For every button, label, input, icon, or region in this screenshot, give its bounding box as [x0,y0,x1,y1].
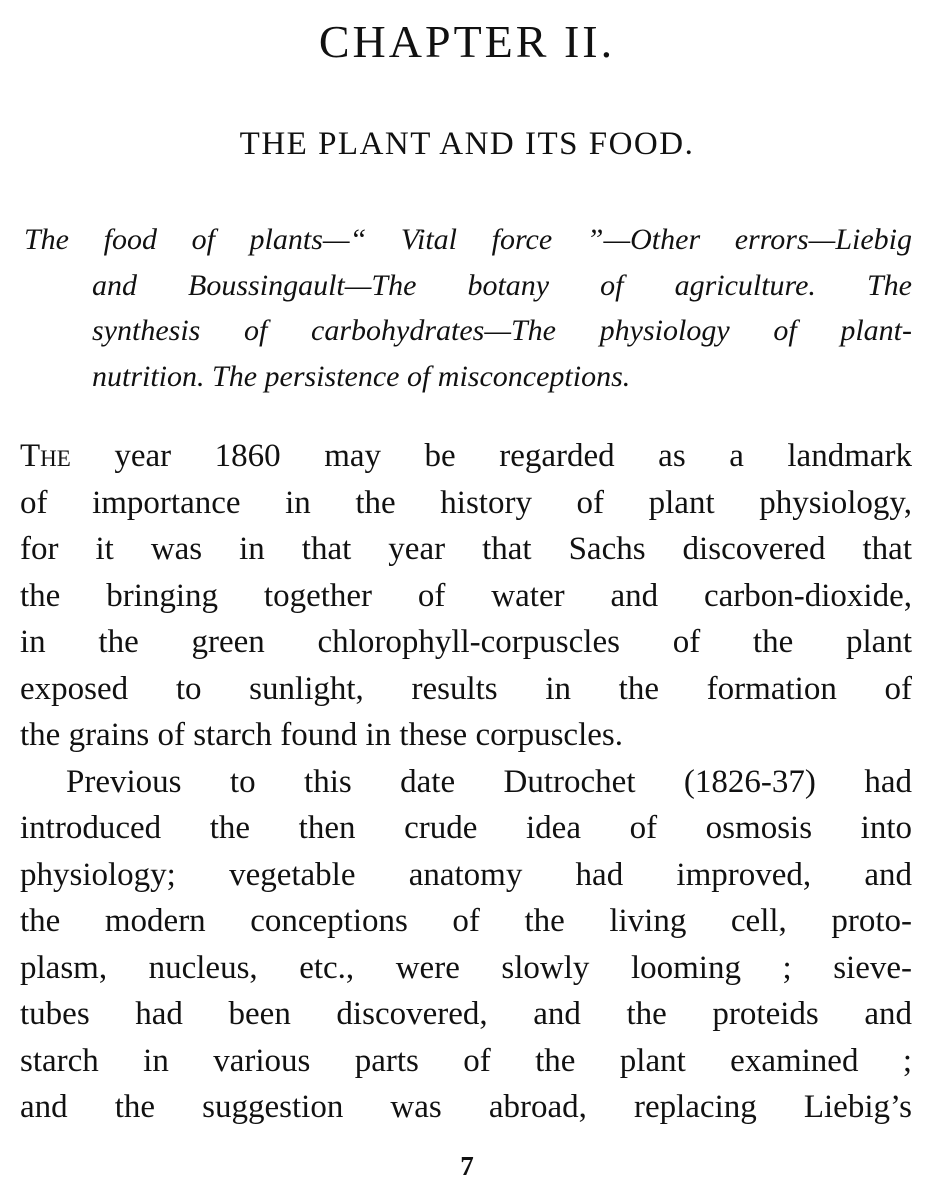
chapter-heading: CHAPTER II. [318,16,616,67]
paragraph-line: starch in various parts of the plant examined ; [20,1042,912,1079]
paragraph-line: of importance in the history of plant physiology, [20,484,912,521]
synopsis-line: nutrition. The persistence of misconceptions. [92,359,631,393]
paragraph-line: the grains of starch found in these corpuscles. [20,717,623,753]
drop-lead-word: The [20,438,71,474]
chapter-title: THE PLANT AND ITS FOOD. [239,126,695,162]
paragraph-line: Previous to this date Dutrochet (1826-37) had [66,763,912,800]
chapter-synopsis [24,217,912,399]
synopsis-line: The food of plants—“ Vital force ”—Other errors—Liebig [24,223,912,256]
paragraph-line: in the green chlorophyll-corpuscles of the plant [20,624,912,660]
synopsis-line: synthesis of carbohydrates—The physiology of plant- [92,314,912,347]
paragraph-line: physiology; vegetable anatomy had improved, and [20,856,912,893]
paragraph-line: the bringing together of water and carbon-dioxide, [20,577,912,614]
paragraph-line: for it was in that year that Sachs discovered that [20,531,912,567]
paragraph-line: the modern conceptions of the living cell, proto- [20,903,912,939]
first-line-rest: year 1860 may be regarded as a landmark [70,438,912,474]
paragraph-line: plasm, nucleus, etc., were slowly looming ; sieve- [20,949,912,986]
page-number: 7 [460,1151,474,1181]
paragraph-line: tubes had been discovered, and the proteids and [20,996,912,1032]
paragraph-line: and the suggestion was abroad, replacing Liebig’s [20,1089,912,1125]
body-text [20,433,912,1131]
paragraph-line: exposed to sunlight, results in the formation of [20,670,912,707]
paragraph-1-line-first [20,433,912,480]
paragraph-line: introduced the then crude idea of osmosis into [20,810,912,846]
synopsis-line: and Boussingault—The botany of agriculture. The [92,268,912,302]
